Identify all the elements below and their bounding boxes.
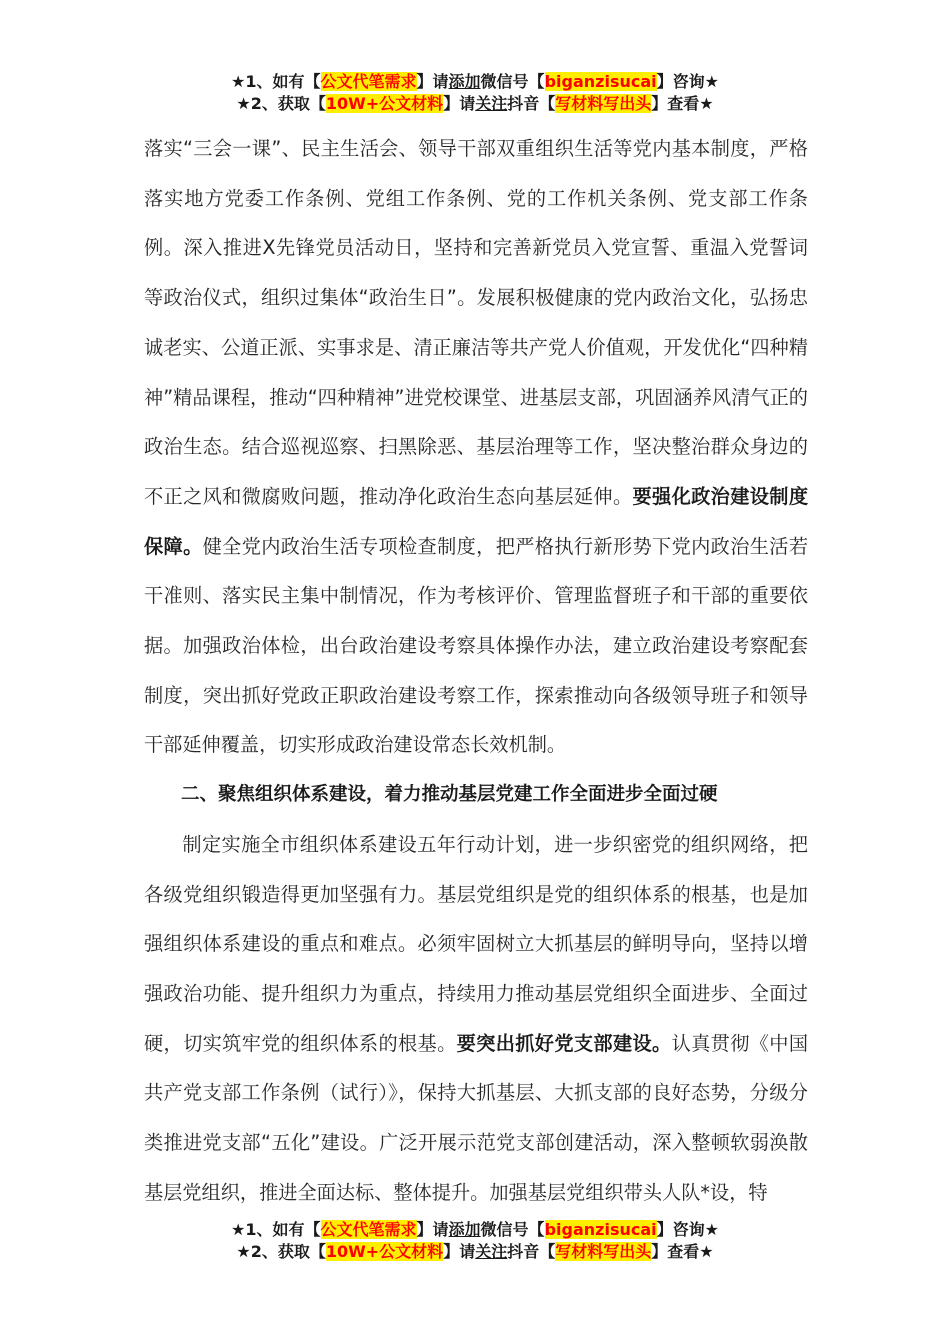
banner-highlight: biganzisucai: [544, 1220, 657, 1239]
paragraph-text: 健全党内政治生活专项检查制度，把严格执行新形势下党内政治生活若干准则、落实民主集中制情况，作为考核评价、管理监督班子和干部的重要依据。加强政治体检，出台政治建设考察具体操作办法，建立政治建设考察配套制度，突出抓好党政正职政治建设考察工作，探索推动向各级领导班子和领导干部延伸覆盖，切实形成政治建设常态长效机制。: [144, 534, 809, 757]
banner-text: ★1、如有【: [231, 72, 321, 91]
banner-text: 微信号【: [480, 72, 545, 91]
banner-highlight: biganzisucai: [544, 72, 657, 91]
banner-text: ★2、获取【: [236, 94, 326, 113]
bottom-banner: [0, 1219, 950, 1263]
banner-line-2: [0, 93, 950, 115]
banner-text: ★2、获取【: [236, 1242, 326, 1261]
banner-underlined-text: 添加: [448, 72, 481, 91]
banner-highlight: 10W+公文材料: [325, 1242, 444, 1261]
body-paragraph: [144, 124, 808, 770]
banner-highlight: 写材料写出头: [555, 94, 652, 113]
banner-highlight: 公文代笔需求: [320, 72, 417, 91]
banner-text: 】请: [416, 72, 449, 91]
paragraph-text: 认真贯彻《中国共产党支部工作条例（试行）》，保持大抓基层、大抓支部的良好态势，分级分类推进党支部“五化”建设。广泛开展示范党支部创建活动，深入整顿软弱涣散基层党组织，推进全面达标、整体提升。加强基层党组织带头人队*设，特: [144, 1031, 809, 1204]
body-paragraph: [144, 820, 808, 1218]
top-banner: [0, 71, 950, 115]
banner-highlight: 10W+公文材料: [325, 94, 444, 113]
banner-text: 】请: [443, 94, 476, 113]
section-heading: 二、聚焦组织体系建设，着力推动基层党建工作全面进步全面过硬: [181, 784, 718, 806]
banner-text: 】查看★: [651, 1242, 714, 1261]
bold-lead-sentence: 要突出抓好党支部建设。: [456, 1031, 672, 1055]
banner-text: 】咨询★: [656, 1220, 719, 1239]
banner-underlined-text: 关注: [475, 94, 508, 113]
banner-underlined-text: 添加: [448, 1220, 481, 1239]
banner-line-1: [0, 71, 950, 93]
banner-underlined-text: 关注: [475, 1242, 508, 1261]
banner-text: 】请: [416, 1220, 449, 1239]
banner-line-1: [0, 1219, 950, 1241]
paragraph-text: 制定实施全市组织体系建设五年行动计划，进一步织密党的组织网络，把各级党组织锻造得更加坚强有力。基层党组织是党的组织体系的根基，也是加强组织体系建设的重点和难点。必须牢固树立大抓基层的鲜明导向，坚持以增强政治功能、提升组织力为重点，持续用力推动基层党组织全面进步、全面过硬，切实筑牢党的组织体系的根基。: [144, 832, 808, 1055]
document-body: [144, 124, 808, 1217]
banner-line-2: [0, 1241, 950, 1263]
paragraph-text: 落实“三会一课”、民主生活会、领导干部双重组织生活等党内基本制度，严格落实地方党委工作条例、党组工作条例、党的工作机关条例、党支部工作条例。深入推进X先锋党员活动日，坚持和完善新党员入党宣誓、重温入党誓词等政治仪式，组织过集体“政治生日”。发展积极健康的党内政治文化，弘扬忠诚老实、公道正派、实事求是、清正廉洁等共产党人价值观，开发优化“四种精神”精品课程，推动“四种精神”进党校课堂、进基层支部，巩固涵养风清气正的政治生态。结合巡视巡察、扫黑除恶、基层治理等工作，坚决整治群众身边的不正之风和微腐败问题，推动净化政治生态向基层延伸。: [144, 137, 808, 508]
banner-text: 】请: [443, 1242, 476, 1261]
bold-lead-sentence: 要强化政治建设制度保障。: [144, 484, 809, 558]
banner-highlight: 公文代笔需求: [320, 1220, 417, 1239]
banner-text: 】查看★: [651, 94, 714, 113]
banner-text: 】咨询★: [656, 72, 719, 91]
banner-highlight: 写材料写出头: [555, 1242, 652, 1261]
banner-text: 抖音【: [507, 94, 556, 113]
banner-text: 微信号【: [480, 1220, 545, 1239]
banner-text: 抖音【: [507, 1242, 556, 1261]
banner-text: ★1、如有【: [231, 1220, 321, 1239]
